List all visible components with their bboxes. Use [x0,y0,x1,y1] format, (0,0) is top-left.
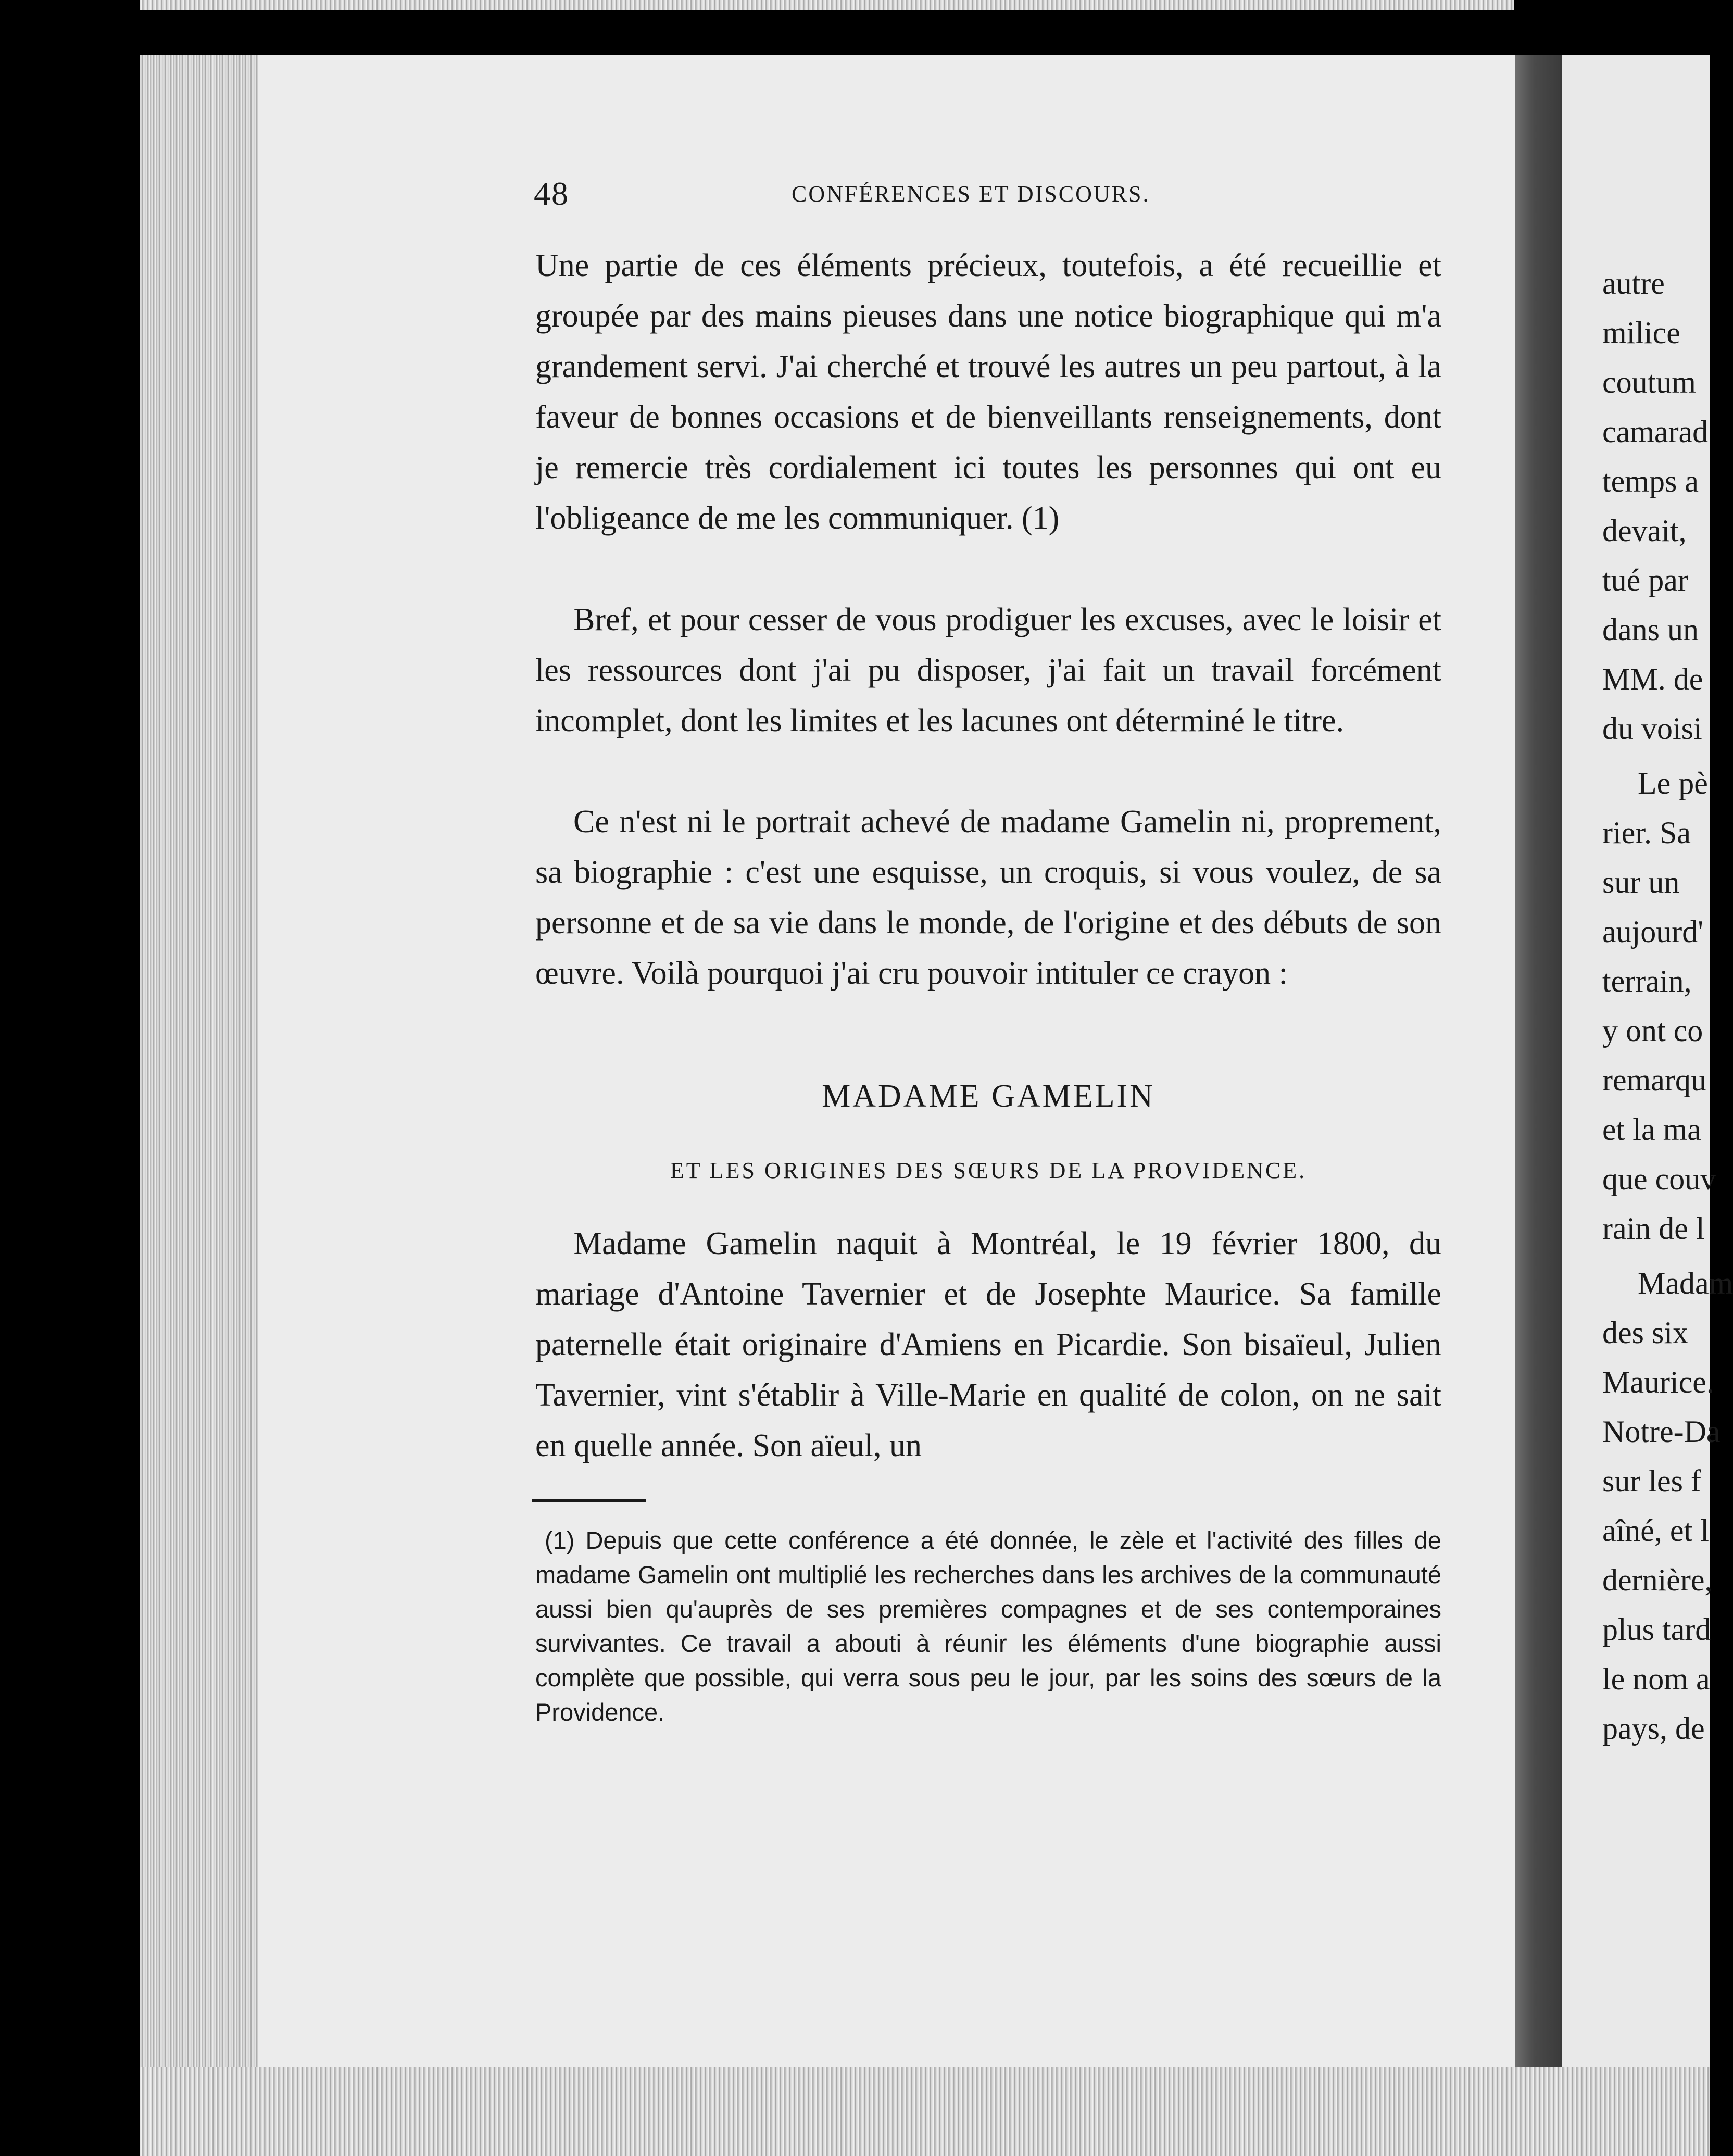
paragraph-3: Ce n'est ni le portrait achevé de madame Gamelin ni, proprement, sa biographie : c'est une esquisse, un croquis, si vous voulez, de sa personne et de sa vie dans le monde, de l'origine et des débuts de son œuvre. Voilà pourquoi j'ai cru pouvoir intituler ce crayon : [535,804,1441,991]
right-page-line: et la ma [1602,1112,1701,1147]
right-page-line: des six [1602,1315,1688,1350]
right-page-line: milice [1602,316,1680,350]
right-page-line: remarqu [1602,1063,1706,1097]
running-title: CONFÉRENCES ET DISCOURS. [792,181,1150,207]
right-page-line: que couv [1602,1162,1716,1196]
right-page-line: sur les f [1602,1464,1701,1498]
right-page-line: rier. Sa [1602,816,1691,850]
right-page-line: coutum [1602,365,1696,399]
right-page-line: rain de l [1602,1211,1705,1246]
footnote: (1) Depuis que cette conférence a été donnée, le zèle et l'activité des filles de madame Gamelin ont multiplié les recherches dans les archives de la communauté aussi bien qu'auprès de ses premières compagnes et de ses contemporaines survivantes. Ce travail a abouti à réunir les éléments d'une biographie aussi complète que possible, qui verra sous peu le jour, par les soins des sœurs de la Providence. [535,1526,1441,1726]
right-page-line: aujourd' [1602,914,1704,949]
right-page-line: Madam [1638,1266,1733,1300]
right-page-line: plus tard [1602,1612,1711,1647]
right-page-line: du voisi [1602,711,1702,746]
section-subheading: ET LES ORIGINES DES SŒURS DE LA PROVIDENCE. [670,1158,1307,1183]
page-edge-stack [140,55,258,2120]
paragraph-2: Bref, et pour cesser de vous prodiguer les excuses, avec le loisir et les ressources dont j'ai pu disposer, j'ai fait un travail forcément incomplet, dont les limites et les lacunes ont déterminé le titre. [535,602,1441,738]
footnote-rule [532,1499,646,1502]
right-page-line: MM. de [1602,662,1703,696]
right-page-line: tué par [1602,563,1688,597]
right-page-line: devait, [1602,513,1687,548]
paragraph-1: Une partie de ces éléments précieux, toutefois, a été recueillie et groupée par des mains pieuses dans une notice biographique qui m'a grandement servi. J'ai cherché et trouvé les autres un peu partout, à la faveur de bonnes occasions et de bienveillants renseignements, dont je remercie très cordialement ici toutes les personnes qui ont eu l'obligeance de me les communiquer. (1) [535,248,1441,536]
right-page-line: terrain, [1602,964,1692,998]
page-number: 48 [534,175,569,212]
right-page-line: autre [1602,266,1665,300]
right-page-line: dernière, [1602,1563,1713,1597]
right-page-line: pays, de [1602,1711,1705,1746]
right-page-line: dans un [1602,612,1699,647]
paragraph-4: Madame Gamelin naquit à Montréal, le 19 février 1800, du mariage d'Antoine Tavernier et de Josephte Maurice. Sa famille paternelle était originaire d'Amiens en Picardie. Son bisaïeul, Julien Tavernier, vint s'établir à Ville-Marie en qualité de colon, on ne sait en quelle année. Son aïeul, un [535,1226,1441,1463]
right-page-line: y ont co [1602,1013,1703,1048]
right-page-line: aîné, et l [1602,1513,1709,1548]
bottom-page-edges [140,2067,1710,2156]
right-page-line: Maurice. [1602,1365,1714,1399]
running-head [534,174,1445,216]
right-page-line: camarad [1602,415,1709,449]
right-page-line: temps a [1602,464,1699,498]
book-gutter [1515,55,1562,2120]
right-page-line: le nom a [1602,1662,1710,1696]
right-page-line: sur un [1602,865,1680,899]
top-page-edges [140,0,1514,10]
right-page-line: Le pè [1638,766,1708,800]
section-heading: MADAME GAMELIN [822,1079,1155,1114]
right-page-line: Notre-Da [1602,1414,1721,1449]
